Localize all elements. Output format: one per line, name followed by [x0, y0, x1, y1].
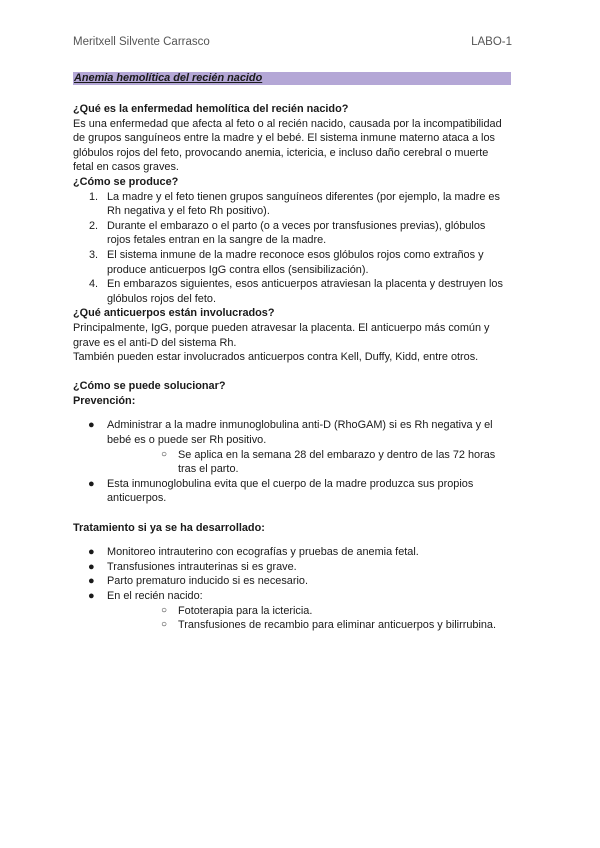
sub-list-item-text: Se aplica en la semana 28 del embarazo y dentro de las 72 horas tras el parto.	[178, 448, 496, 476]
question-what-is: ¿Qué es la enfermedad hemolítica del recién nacido?	[73, 103, 349, 115]
document-body	[73, 72, 511, 633]
list-item	[73, 418, 511, 476]
circle-bullet-icon: ○	[161, 619, 168, 631]
question-antibodies: ¿Qué anticuerpos están involucrados?	[73, 307, 275, 320]
steps-list	[73, 190, 511, 307]
document-title: Anemia hemolítica del recién nacido	[73, 72, 511, 85]
question-how-produced: ¿Cómo se produce?	[73, 175, 179, 188]
list-item	[73, 248, 511, 277]
step-number: 4.	[89, 278, 99, 291]
bullet-icon: ●	[88, 477, 95, 490]
document-code: LABO-1	[471, 36, 512, 48]
definition-paragraph: Es una enfermedad que afecta al feto o al recién nacido, causada por la incompatibilidad de grupos sanguíneos entre la madre y el bebé. El sistema inmune materno ataca a los glóbulos rojos del feto, provocando anemia, ictericia, e incluso daño cerebral o muerte fetal en casos graves.	[73, 117, 502, 174]
sub-list-item-text: Transfusiones de recambio para eliminar anticuerpos y bilirrubina.	[178, 619, 496, 632]
sub-list-item	[107, 618, 511, 633]
prevention-list	[73, 418, 511, 506]
step-number: 1.	[89, 190, 99, 203]
author-name: Meritxell Silvente Carrasco	[73, 36, 210, 48]
list-item-text: Administrar a la madre inmunoglobulina anti-D (RhoGAM) si es Rh negativa y el bebé es o puede ser Rh positivo.	[107, 419, 493, 447]
list-item	[73, 545, 511, 560]
list-item	[73, 277, 511, 306]
bullet-icon: ●	[88, 575, 95, 588]
sub-list-item	[107, 604, 511, 619]
circle-bullet-icon: ○	[161, 604, 168, 616]
sub-list-item	[107, 448, 511, 477]
step-text: Durante el embarazo o el parto (o a veces por transfusiones previas), glóbulos rojos fetales entran en la sangre de la madre.	[107, 219, 486, 247]
bullet-icon: ●	[88, 419, 95, 432]
list-item	[73, 477, 511, 506]
list-item	[73, 190, 511, 219]
list-item-text: Monitoreo intrauterino con ecografías y pruebas de anemia fetal.	[107, 546, 419, 559]
antibodies-paragraph: Principalmente, IgG, porque pueden atravesar la placenta. El anticuerpo más común y grave es el anti-D del sistema Rh.	[73, 321, 490, 349]
step-number: 2.	[89, 219, 99, 232]
list-item-text: En el recién nacido:	[107, 590, 203, 602]
circle-bullet-icon: ○	[161, 448, 168, 460]
bullet-icon: ●	[88, 590, 95, 602]
treatment-list	[73, 545, 511, 633]
step-text: La madre y el feto tienen grupos sanguíneos diferentes (por ejemplo, la madre es Rh negativa y el feto Rh positivo).	[107, 190, 500, 218]
list-item-text: Transfusiones intrauterinas si es grave.	[107, 560, 297, 573]
sub-list-item-text: Fototerapia para la ictericia.	[178, 604, 313, 617]
step-text: El sistema inmune de la madre reconoce esos glóbulos rojos como extraños y produce anticuerpos IgG contra ellos (sensibilización).	[107, 248, 484, 276]
list-item-text: Esta inmunoglobulina evita que el cuerpo de la madre produzca sus propios anticuerpos.	[107, 477, 474, 505]
list-item	[73, 589, 511, 633]
sub-list	[107, 604, 511, 633]
bullet-icon: ●	[88, 546, 95, 559]
list-item	[73, 219, 511, 248]
list-item	[73, 560, 511, 575]
other-antibodies-paragraph: También pueden estar involucrados anticuerpos contra Kell, Duffy, Kidd, entre otros.	[73, 351, 479, 364]
sub-list	[107, 448, 511, 477]
step-number: 3.	[89, 248, 99, 261]
prevention-heading: Prevención:	[73, 394, 136, 407]
question-solution: ¿Cómo se puede solucionar?	[73, 380, 226, 393]
list-item	[73, 574, 511, 589]
bullet-icon: ●	[88, 560, 95, 573]
list-item-text: Parto prematuro inducido si es necesario.	[107, 575, 308, 588]
step-text: En embarazos siguientes, esos anticuerpos atraviesan la placenta y destruyen los glóbulos rojos del feto.	[107, 278, 503, 305]
treatment-heading: Tratamiento si ya se ha desarrollado:	[73, 521, 265, 534]
